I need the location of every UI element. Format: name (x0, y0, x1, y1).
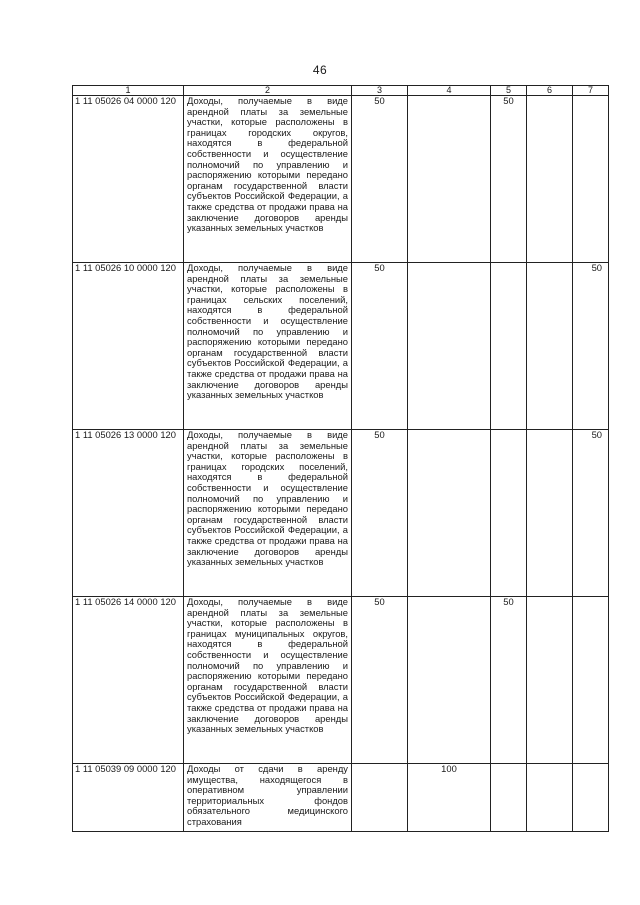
header-col-6: 6 (527, 86, 573, 96)
header-col-4: 4 (408, 86, 491, 96)
row-col-4 (408, 430, 491, 597)
header-col-7: 7 (573, 86, 609, 96)
row-description: Доходы, получаемые в виде арендной платы за земельные участки, которые расположены в границах сельских поселений, находятся в федеральной собственности и осуществление полномочий по управлению и распоряжению которыми передано органам государственной власти субъектов Российской Федерации, а также средства от продажи права на заключение договоров аренды указанных земельных участков (184, 263, 352, 430)
row-code: 1 11 05026 04 0000 120 (73, 96, 184, 263)
row-col-6 (527, 96, 573, 263)
row-col-6 (527, 430, 573, 597)
row-col-5 (491, 764, 527, 832)
row-col-5 (491, 263, 527, 430)
row-description: Доходы, получаемые в виде арендной платы за земельные участки, которые расположены в границах городских поселений, находятся в федеральной собственности и осуществление полномочий по управлению и распоряжению которыми передано органам государственной власти субъектов Российской Федерации, а также средства от продажи права на заключение договоров аренды указанных земельных участков (184, 430, 352, 597)
row-col-7 (573, 597, 609, 764)
table-row (73, 263, 609, 430)
row-col-5 (491, 430, 527, 597)
row-description: Доходы, получаемые в виде арендной платы за земельные участки, которые расположены в границах муниципальных округов, находятся в федеральной собственности и осуществление полномочий по управлению и распоряжению которыми передано органам государственной власти субъектов Российской Федерации, а также средства от продажи права на заключение договоров аренды указанных земельных участков (184, 597, 352, 764)
row-col-4: 100 (408, 764, 491, 832)
row-description: Доходы от сдачи в аренду имущества, находящегося в оперативном управлении территориальных фондов обязательного медицинского страхования (184, 764, 352, 832)
row-col-3: 50 (352, 597, 408, 764)
header-col-3: 3 (352, 86, 408, 96)
row-description: Доходы, получаемые в виде арендной платы за земельные участки, которые расположены в границах городских округов, находятся в федеральной собственности и осуществление полномочий по управлению и распоряжению которыми передано органам государственной власти субъектов Российской Федерации, а также средства от продажи права на заключение договоров аренды указанных земельных участков (184, 96, 352, 263)
table-row (73, 597, 609, 764)
row-col-5: 50 (491, 597, 527, 764)
row-col-5: 50 (491, 96, 527, 263)
row-code: 1 11 05039 09 0000 120 (73, 764, 184, 832)
row-col-4 (408, 96, 491, 263)
row-col-4 (408, 263, 491, 430)
row-code: 1 11 05026 10 0000 120 (73, 263, 184, 430)
row-col-6 (527, 764, 573, 832)
row-col-7: 50 (573, 430, 609, 597)
row-col-6 (527, 263, 573, 430)
row-code: 1 11 05026 13 0000 120 (73, 430, 184, 597)
row-col-3: 50 (352, 96, 408, 263)
revenue-table (72, 85, 609, 832)
row-col-3: 50 (352, 263, 408, 430)
header-col-2: 2 (184, 86, 352, 96)
header-col-1: 1 (73, 86, 184, 96)
table-row (73, 764, 609, 832)
table-row (73, 430, 609, 597)
row-code: 1 11 05026 14 0000 120 (73, 597, 184, 764)
row-col-7 (573, 96, 609, 263)
row-col-3: 50 (352, 430, 408, 597)
header-col-5: 5 (491, 86, 527, 96)
header-row (73, 86, 609, 96)
row-col-7 (573, 764, 609, 832)
row-col-7: 50 (573, 263, 609, 430)
row-col-3 (352, 764, 408, 832)
row-col-4 (408, 597, 491, 764)
page-number: 46 (312, 63, 328, 77)
table-row (73, 96, 609, 263)
row-col-6 (527, 597, 573, 764)
